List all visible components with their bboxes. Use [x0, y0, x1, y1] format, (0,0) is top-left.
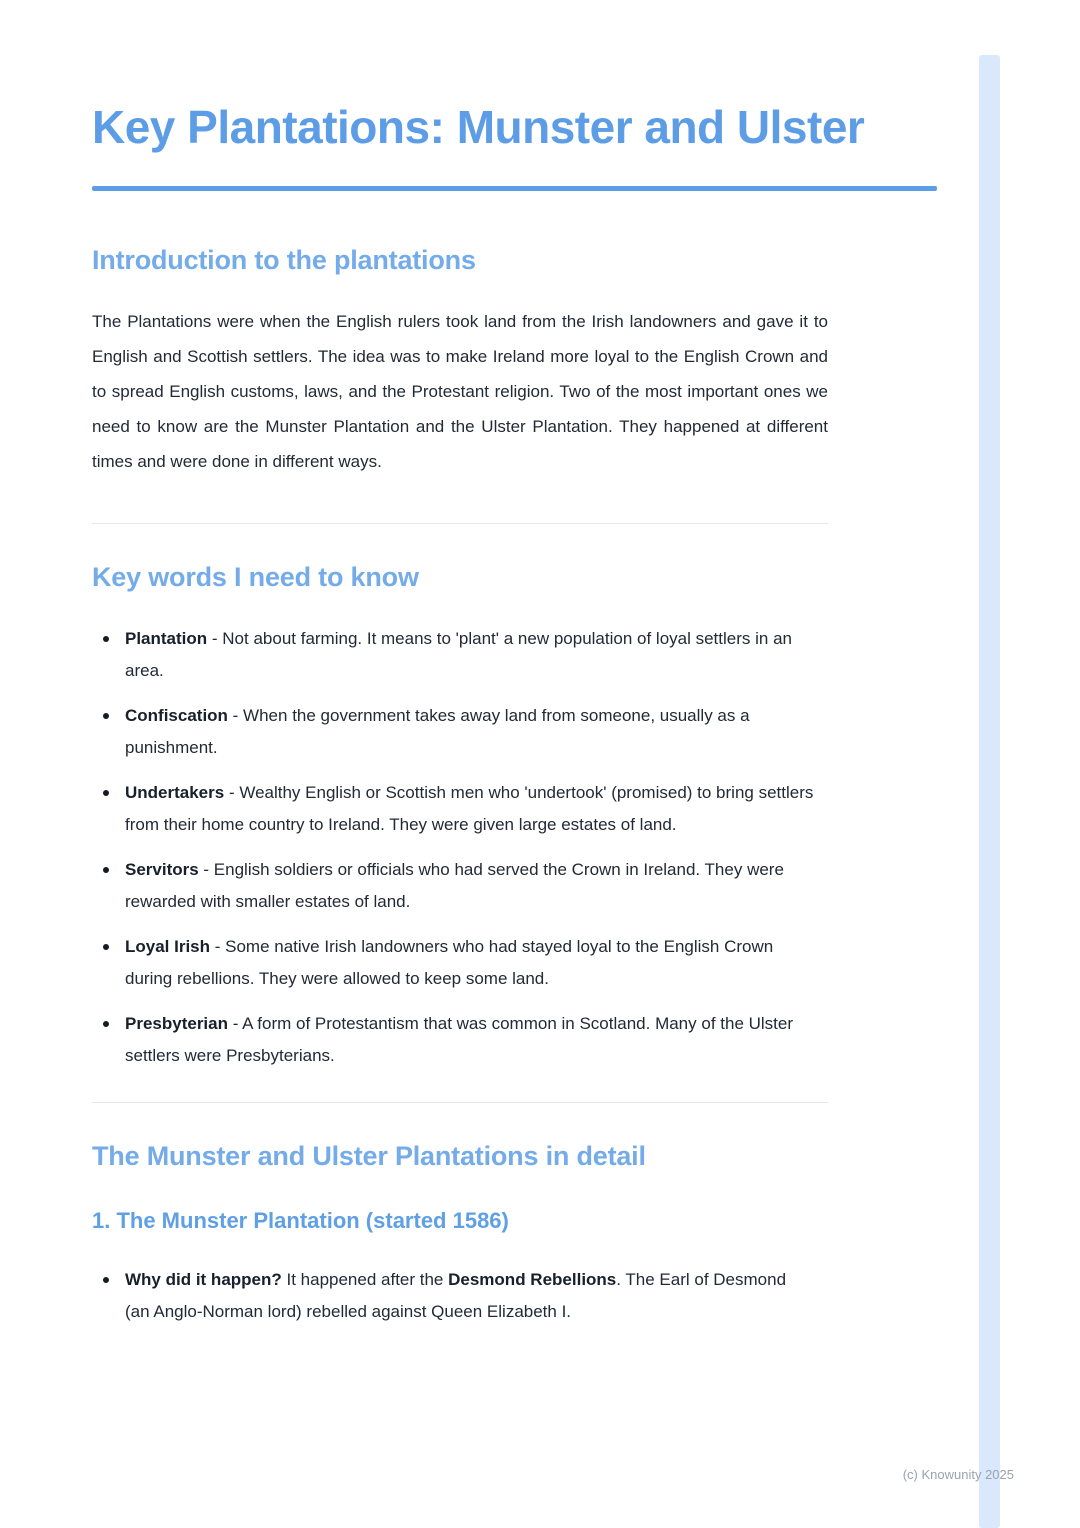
munster-detail-list [92, 1264, 814, 1328]
list-item [92, 700, 814, 764]
keyword-term: Servitors [125, 859, 199, 879]
bullet-bold-lead: Why did it happen? [125, 1269, 282, 1289]
bullet-text: It happened after the [281, 1269, 449, 1289]
section-divider [92, 523, 828, 524]
keyword-definition: - Wealthy English or Scottish men who 'undertook' (promised) to bring settlers from their home country to Ireland. They were given large estates of land. [125, 782, 814, 834]
section-heading-introduction: Introduction to the plantations [92, 244, 476, 275]
keyword-list [92, 623, 814, 1072]
keyword-definition: - A form of Protestantism that was common in Scotland. Many of the Ulster settlers were Presbyterians. [125, 1013, 794, 1065]
list-item [92, 623, 814, 687]
keyword-term: Loyal Irish [125, 936, 211, 956]
right-accent-bar [979, 55, 1000, 1528]
keyword-definition: - When the government takes away land from someone, usually as a punishment. [125, 705, 750, 757]
list-item [92, 1008, 814, 1072]
bullet-bold-term: Desmond Rebellions [448, 1269, 617, 1289]
list-item [92, 1264, 814, 1328]
list-item [92, 931, 814, 995]
keyword-definition: - Some native Irish landowners who had stayed loyal to the English Crown during rebellions. They were allowed to keep some land. [125, 936, 774, 988]
keyword-definition: - English soldiers or officials who had served the Crown in Ireland. They were rewarded with smaller estates of land. [125, 859, 784, 911]
footer-credit: (c) Knowunity 2025 [902, 1467, 1014, 1482]
subsection-heading-munster: 1. The Munster Plantation (started 1586) [92, 1207, 509, 1233]
list-item [92, 777, 814, 841]
page-title: Key Plantations: Munster and Ulster [92, 101, 865, 153]
keyword-definition: - Not about farming. It means to 'plant' a new population of loyal settlers in an area. [125, 628, 792, 680]
section-heading-plantations-detail: The Munster and Ulster Plantations in detail [92, 1140, 646, 1171]
document-content [92, 98, 937, 1341]
section-heading-keywords: Key words I need to know [92, 561, 419, 592]
keyword-term: Confiscation [125, 705, 228, 725]
section-divider [92, 1102, 828, 1103]
intro-paragraph: The Plantations were when the English rulers took land from the Irish landowners and gave it to English and Scottish settlers. The idea was to make Ireland more loyal to the English Crown and to spread English customs, laws, and the Protestant religion. Two of the most important ones we need to know are the Munster Plantation and the Ulster Plantation. They happened at different times and were done in different ways. [92, 311, 828, 471]
keyword-term: Undertakers [125, 782, 225, 802]
list-item [92, 854, 814, 918]
keyword-term: Plantation [125, 628, 208, 648]
bullet-text: . The Earl of Desmond (an Anglo-Norman lord) rebelled against Queen Elizabeth I. [125, 1269, 787, 1321]
title-underline-rule [92, 186, 937, 191]
keyword-term: Presbyterian [125, 1013, 228, 1033]
